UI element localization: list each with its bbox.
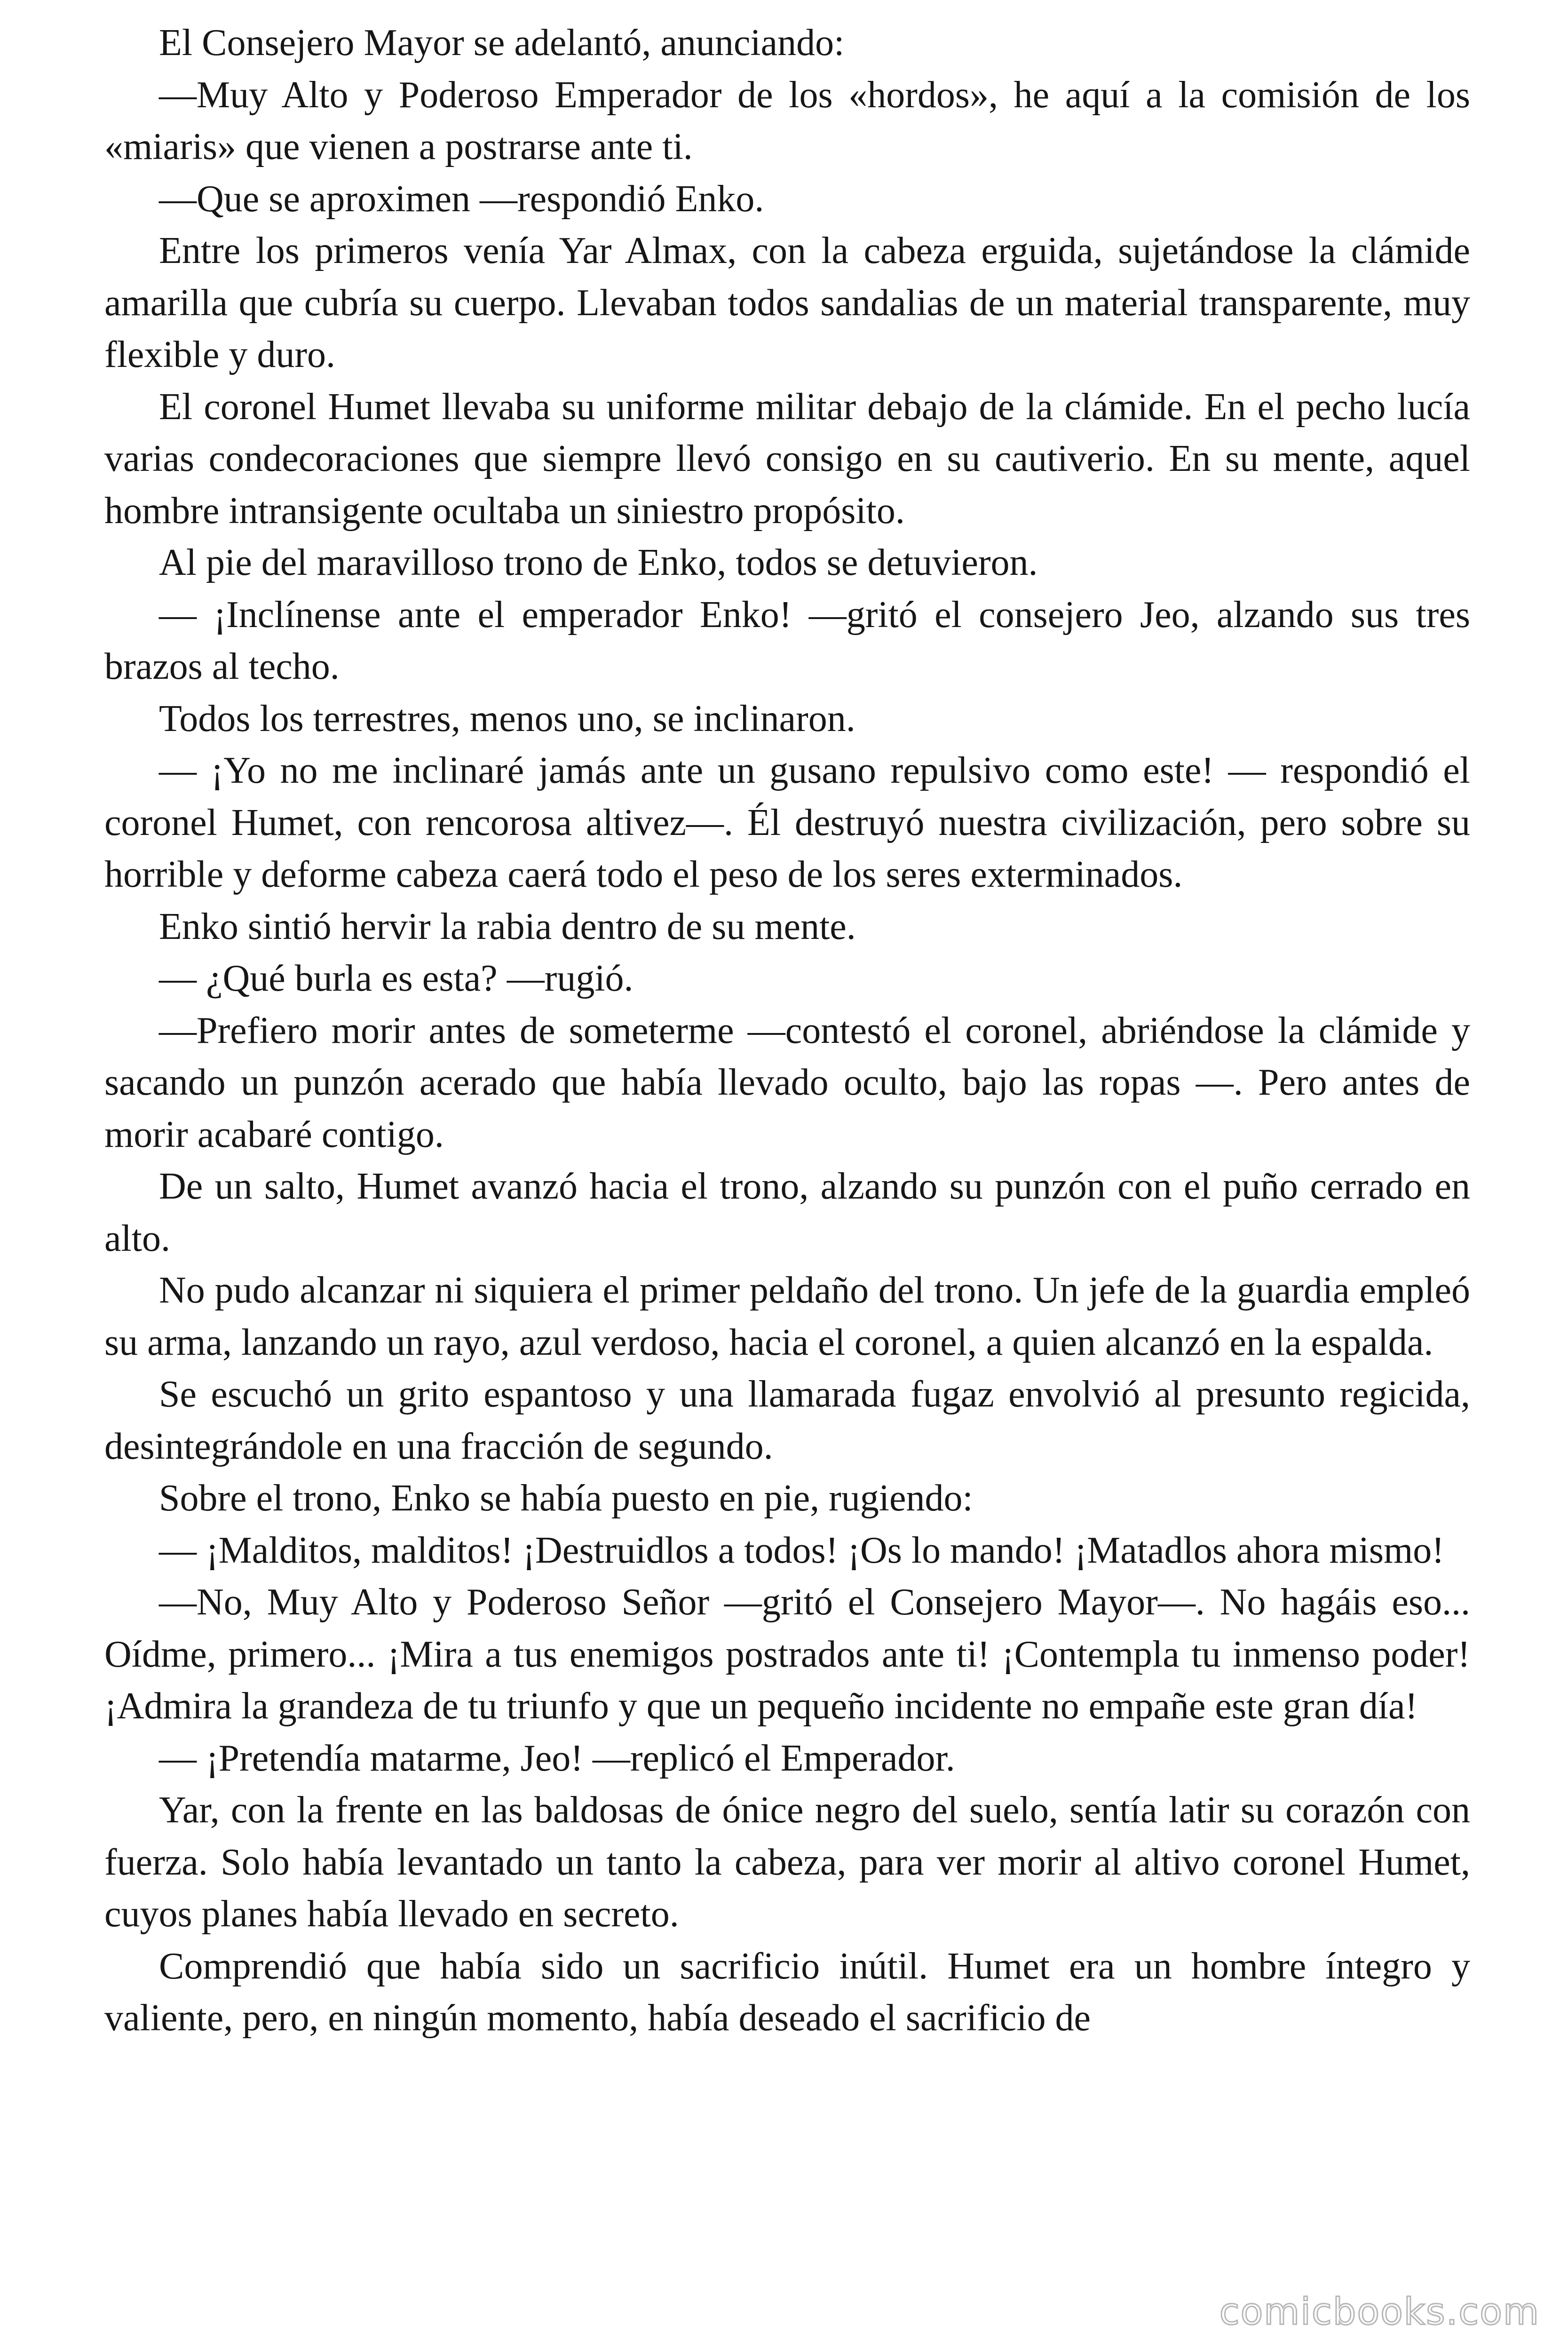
paragraph: Al pie del maravilloso trono de Enko, todos se detuvieron.	[159, 542, 1038, 583]
paragraph: — ¡Pretendía matarme, Jeo! —replicó el Emperador.	[159, 1737, 955, 1779]
paragraph: —Muy Alto y Poderoso Emperador de los «hordos», he aquí a la comisión de los «miaris» que vienen a postrarse ante ti.	[104, 74, 1470, 167]
paragraph: Todos los terrestres, menos uno, se inclinaron.	[159, 698, 855, 739]
paragraph: — ¡Malditos, malditos! ¡Destruidlos a todos! ¡Os lo mando! ¡Matadlos ahora mismo!	[159, 1529, 1444, 1571]
paragraph: Sobre el trono, Enko se había puesto en pie, rugiendo:	[159, 1478, 973, 1519]
paragraph: —No, Muy Alto y Poderoso Señor —gritó el Consejero Mayor—. No hagáis eso... Oídme, primero... ¡Mira a tus enemigos postrados ante ti! ¡Contempla tu inmenso poder! ¡Admira la grandeza de tu triunfo y que un pequeño incidente no empañe este gran día!	[104, 1581, 1470, 1727]
page-body	[104, 17, 1470, 2044]
paragraph: El Consejero Mayor se adelantó, anunciando:	[159, 22, 845, 64]
paragraph: —Prefiero morir antes de someterme —contestó el coronel, abriéndose la clámide y sacando un punzón acerado que había llevado oculto, bajo las ropas —. Pero antes de morir acabaré contigo.	[104, 1009, 1470, 1155]
paragraph: Comprendió que había sido un sacrificio inútil. Humet era un hombre íntegro y valiente, pero, en ningún momento, había deseado el sacrificio de	[104, 1945, 1470, 2039]
paragraph: —Que se aproximen —respondió Enko.	[159, 178, 764, 220]
paragraph: De un salto, Humet avanzó hacia el trono, alzando su punzón con el puño cerrado en alto.	[104, 1166, 1470, 1259]
paragraph: — ¡Yo no me inclinaré jamás ante un gusano repulsivo como este! — respondió el coronel Humet, con rencorosa altivez—. Él destruyó nuestra civilización, pero sobre su horrible y deforme cabeza caerá todo el peso de los seres exterminados.	[104, 750, 1470, 895]
paragraph: — ¿Qué burla es esta? —rugió.	[159, 958, 634, 999]
paragraph: Se escuchó un grito espantoso y una llamarada fugaz envolvió al presunto regicida, desintegrándole en una fracción de segundo.	[104, 1374, 1470, 1467]
paragraph: Yar, con la frente en las baldosas de ónice negro del suelo, sentía latir su corazón con fuerza. Solo había levantado un tanto la cabeza, para ver morir al altivo coronel Humet, cuyos planes había llevado en secreto.	[104, 1789, 1470, 1935]
paragraph: Entre los primeros venía Yar Almax, con la cabeza erguida, sujetándose la clámide amarilla que cubría su cuerpo. Llevaban todos sandalias de un material transparente, muy flexible y duro.	[104, 230, 1470, 375]
paragraph: El coronel Humet llevaba su uniforme militar debajo de la clámide. En el pecho lucía varias condecoraciones que siempre llevó consigo en su cautiverio. En su mente, aquel hombre intransigente ocultaba un siniestro propósito.	[104, 386, 1470, 532]
watermark: comicbooks.com	[1219, 2291, 1540, 2333]
paragraph: — ¡Inclínense ante el emperador Enko! —gritó el consejero Jeo, alzando sus tres brazos al techo.	[104, 594, 1470, 687]
paragraph: No pudo alcanzar ni siquiera el primer peldaño del trono. Un jefe de la guardia empleó su arma, lanzando un rayo, azul verdoso, hacia el coronel, a quien alcanzó en la espalda.	[104, 1270, 1470, 1363]
paragraph: Enko sintió hervir la rabia dentro de su mente.	[159, 906, 856, 947]
